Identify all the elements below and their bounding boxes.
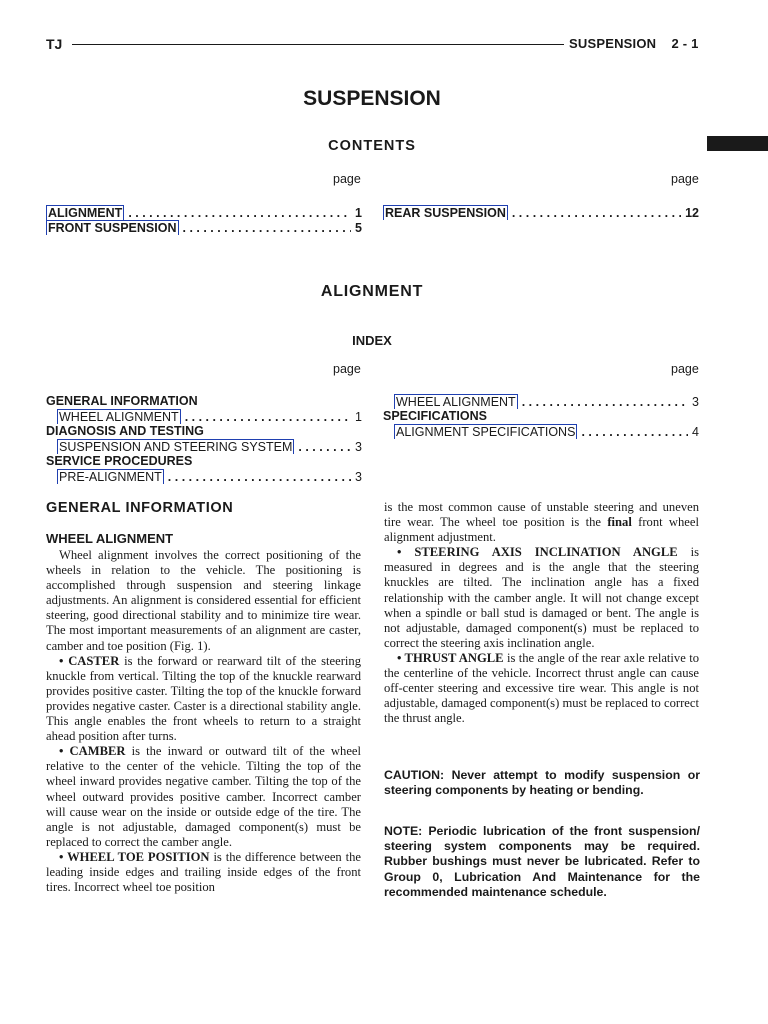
leader-dots <box>512 206 681 220</box>
index-link-alignment-specifications[interactable]: ALIGNMENT SPECIFICATIONS <box>396 425 576 439</box>
paragraph-toe-continued <box>384 500 699 545</box>
paragraph-intro: Wheel alignment involves the correct positioning of the wheels in relation to the vehicle. The positioning is accomplished through suspension and steering linkage adjustments. An alignment is considered essential for efficient steering, good directional stability and to minimize tire wear. The most important measurements of an alignment are caster, camber and toe position (Fig. 1). <box>46 548 361 653</box>
toc-page-number: 5 <box>355 221 362 235</box>
index-heading-diagnosis-and-testing: DIAGNOSIS AND TESTING <box>46 424 204 438</box>
index-link-wheel-alignment[interactable]: WHEEL ALIGNMENT <box>59 410 179 424</box>
leader-dots <box>298 440 351 454</box>
index-heading-specifications: SPECIFICATIONS <box>383 409 487 423</box>
thrust-definition: is the angle of the rear axle relative to the centerline of the vehicle. Incorrect thrust angle can cause off-center steering and excessive tire wear. This angle is not adjustable, damaged component(s) must be replaced to correct the thrust angle. <box>384 650 699 726</box>
section-heading-general-information: GENERAL INFORMATION <box>46 500 234 516</box>
caster-definition: is the forward or rearward tilt of the steering knuckle from vertical. Tilting the top of the knuckle rearward provides positive caster. Tilting the top of the knuckle forward provides negative caster. Caster is a directional stability angle. This angle enables the front wheels to return to a straight ahead position after turns. <box>46 653 362 744</box>
index-heading-service-procedures: SERVICE PROCEDURES <box>46 454 193 468</box>
index-entry-wheel-alignment[interactable] <box>57 409 362 424</box>
toc-link-alignment[interactable]: ALIGNMENT <box>48 206 123 220</box>
page-title: SUSPENSION <box>303 87 441 110</box>
index-page-number: 4 <box>692 425 699 439</box>
term-thrust-angle: • THRUST ANGLE <box>397 650 504 665</box>
header-rule <box>72 44 564 45</box>
leader-dots <box>522 395 688 409</box>
index-page-label-right: page <box>671 362 699 376</box>
paragraph-toe <box>46 850 361 895</box>
toc-entry-front-suspension[interactable] <box>46 220 362 235</box>
paragraph-camber <box>46 744 361 850</box>
chapter-title-alignment: ALIGNMENT <box>320 283 424 300</box>
lubrication-note: NOTE: Periodic lubrication of the front suspension/ steering system components may be required. Rubber bushings must never be lubricated. Refer to Group 0, Lubrication And Maintenance for the recommended maintenance schedule. <box>384 824 700 899</box>
index-link-wheel-alignment-procedure[interactable]: WHEEL ALIGNMENT <box>396 395 516 409</box>
toc-entry-rear-suspension[interactable] <box>383 205 699 220</box>
paragraph-thrust <box>384 651 699 726</box>
index-page-number: 3 <box>355 470 362 484</box>
caution-notice: CAUTION: Never attempt to modify suspension or steering components by heating or bending. <box>384 768 700 798</box>
leader-dots <box>128 206 351 220</box>
term-caster: • CASTER <box>59 653 120 668</box>
leader-dots <box>183 221 352 235</box>
camber-definition: is the inward or outward tilt of the wheel relative to the center of the vehicle. Tilting the top of the wheel inward provides negative camber. Tilting the top of the wheel outward provides positive camber. Incorrect camber will cause wear on the inside or outside edge of the tire. The angle is not adjustable, damaged component(s) must be replaced to correct the camber angle. <box>46 744 361 849</box>
leader-dots <box>168 470 351 484</box>
toc-link-front-suspension[interactable]: FRONT SUSPENSION <box>48 221 177 235</box>
index-page-number: 3 <box>692 395 699 409</box>
index-entry-alignment-specifications[interactable] <box>394 424 699 439</box>
running-header-section: SUSPENSION 2 - 1 <box>569 36 699 51</box>
toc-page-number: 1 <box>355 206 362 220</box>
index-entry-wheel-alignment-procedure[interactable] <box>394 394 699 409</box>
toc-link-rear-suspension[interactable]: REAR SUSPENSION <box>385 206 506 220</box>
running-header-vehicle: TJ <box>46 36 63 52</box>
toe-end: front wheel alignment adjustment. <box>384 515 699 545</box>
index-entry-pre-alignment[interactable] <box>57 469 362 484</box>
index-link-pre-alignment[interactable]: PRE-ALIGNMENT <box>59 470 162 484</box>
toc-page-number: 12 <box>685 206 699 220</box>
contents-page-label-right: page <box>671 172 699 186</box>
toc-entry-alignment[interactable] <box>46 205 362 220</box>
paragraph-steering-axis <box>384 545 699 651</box>
toe-final-label: final <box>607 515 632 530</box>
paragraph-caster <box>46 654 361 745</box>
leader-dots <box>581 425 688 439</box>
index-page-label-left: page <box>333 362 361 376</box>
contents-title: CONTENTS <box>328 138 416 154</box>
index-link-suspension-steering[interactable]: SUSPENSION AND STEERING SYSTEM <box>59 440 293 454</box>
subsection-heading-wheel-alignment: WHEEL ALIGNMENT <box>46 531 174 546</box>
term-wheel-toe-position: • WHEEL TOE POSITION <box>59 849 210 864</box>
right-column-text <box>384 500 699 726</box>
toe-definition-continued: is the most common cause of unstable steering and uneven tire wear. The wheel toe position is the <box>384 500 699 530</box>
leader-dots <box>185 410 351 424</box>
term-steering-axis-inclination: • STEERING AXIS INCLINATION ANGLE <box>397 545 678 560</box>
index-entry-suspension-steering[interactable] <box>57 439 362 454</box>
index-heading-general-information: GENERAL INFORMATION <box>46 394 198 408</box>
sai-definition: is measured in degrees and is the angle that the steering knuckles are tilted. The inclination angle has a fixed relationship with the camber angle. It will not change except when a spindle or ball stud is damaged or bent. The angle is not adjustable, damaged component(s) must be replaced to correct the steering axis inclination angle. <box>384 545 699 650</box>
contents-page-label-left: page <box>333 172 361 186</box>
index-page-number: 3 <box>355 440 362 454</box>
term-camber: • CAMBER <box>59 744 126 759</box>
index-title: INDEX <box>352 333 392 348</box>
left-column-text <box>46 548 361 895</box>
index-page-number: 1 <box>355 410 362 424</box>
toe-definition: is the difference between the leading inside edges and trailing inside edges of the front tires. Incorrect wheel toe position <box>46 849 361 895</box>
